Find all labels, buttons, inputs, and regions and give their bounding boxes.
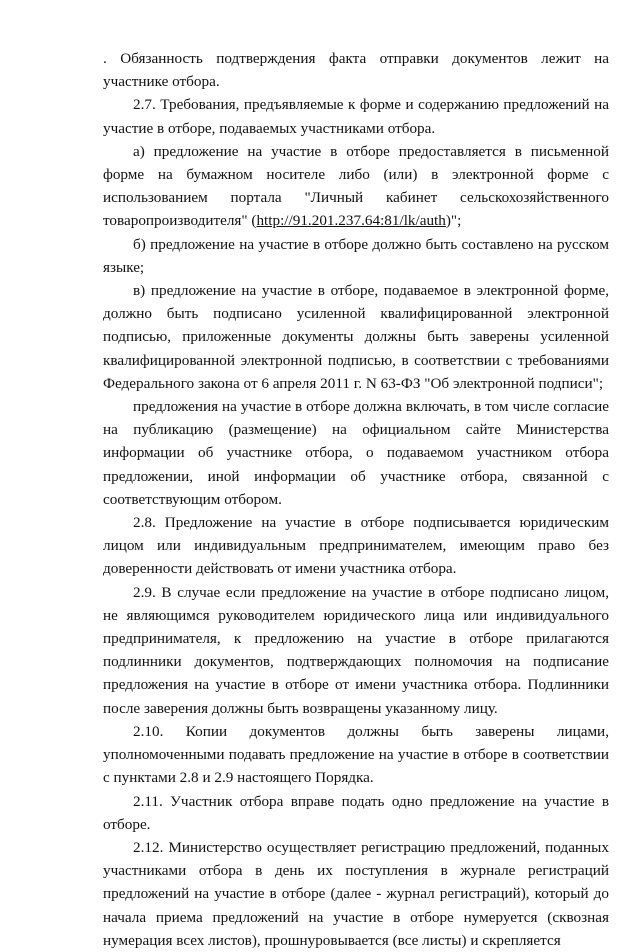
paragraph-2-7: 2.7. Требования, предъявляемые к форме и содержанию предложений на участие в отборе, подаваемых участниками отбора. — [103, 96, 609, 137]
paragraph-2-7-a-tail: )"; — [445, 212, 462, 230]
portal-link[interactable]: http://91.201.237.64:81/lk/auth — [256, 212, 446, 230]
paragraph-2-11: 2.11. Участник отбора вправе подать одно предложение на участие в отборе. — [103, 792, 609, 833]
document-page — [103, 47, 609, 952]
paragraph-consent: предложения на участие в отборе должна включать, в том числе согласие на публикацию (размещение) на официальном сайте Министерства информации об участнике отбора, о подаваемом участником отбора предложении, иной информации об участнике отбора, связанной с соответствующим отбором. — [103, 398, 609, 508]
paragraph-2-7-b: б) предложение на участие в отборе должно быть составлено на русском языке; — [103, 235, 609, 276]
paragraph-2-7-a-text: а) предложение на участие в отборе предоставляется в письменной форме на бумажном носителе либо (или) в электронной форме с использованием портала "Личный кабинет сельскохозяйственного товаропроизводителя" ( — [103, 142, 609, 230]
paragraph-2-12: 2.12. Министерство осуществляет регистрацию предложений, поданных участниками отбора в день их поступления в журнале регистраций предложений на участие в отборе (далее - журнал регистраций), который до начала приема предложений на участие в отборе нумеруется (сквозная нумерация всех листов), прошнуровывается (все листы) и скрепляется — [103, 838, 609, 949]
paragraph-2-8: 2.8. Предложение на участие в отборе подписывается юридическим лицом или индивидуальным предпринимателем, имеющим право без доверенности действовать от имени участника отбора. — [103, 514, 609, 578]
paragraph-continuation: . Обязанность подтверждения факта отправки документов лежит на участнике отбора. — [103, 50, 609, 91]
paragraph-2-7-a — [103, 140, 609, 233]
paragraph-2-7-v: в) предложение на участие в отборе, подаваемое в электронной форме, должно быть подписано усиленной квалифицированной электронной подписью, приложенные документы должны быть заверены усиленной квалифицированной электронной подписью, в соответствии с требованиями Федерального закона от 6 апреля 2011 г. N 63-ФЗ "Об электронной подписи"; — [103, 282, 609, 392]
paragraph-2-10: 2.10. Копии документов должны быть заверены лицами, уполномоченными подавать предложение на участие в отборе в соответствии с пунктами 2.8 и 2.9 настоящего Порядка. — [103, 722, 609, 787]
paragraph-2-9: 2.9. В случае если предложение на участие в отборе подписано лицом, не являющимся руководителем юридического лица или индивидуального предпринимателя, к предложению на участие в отборе прилагаются подлинники документов, подтверждающих полномочия на подписание предложения на участие в отборе от имени участника отбора. Подлинники после заверения должны быть возвращены указанному лицу. — [103, 583, 609, 717]
